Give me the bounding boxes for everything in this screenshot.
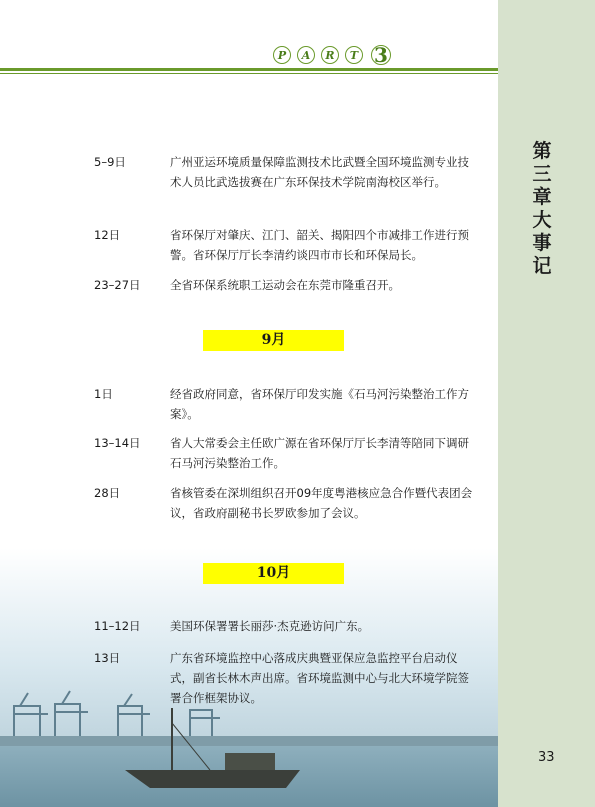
page-number: 33 [538, 750, 555, 765]
part-letter: T [345, 46, 363, 64]
event-text: 广州亚运环境质量保障监测技术比武暨全国环境监测专业技术人员比武选拔赛在广东环保技术学院南海校区举行。 [170, 155, 469, 189]
event-entry [94, 433, 474, 473]
event-date: 5–9日 [94, 155, 126, 169]
event-entry [94, 225, 474, 265]
part-letter: A [297, 46, 315, 64]
event-date: 28日 [94, 486, 121, 500]
event-date: 12日 [94, 228, 121, 242]
event-entry [94, 483, 474, 523]
event-date: 1日 [94, 387, 113, 401]
header-rule [0, 68, 498, 71]
chapter-sidebar [498, 0, 595, 807]
event-text: 经省政府同意，省环保厅印发实施《石马河污染整治工作方案》。 [170, 387, 469, 421]
month-heading: 10月 [203, 563, 344, 584]
event-date: 23–27日 [94, 278, 141, 292]
event-entry [94, 648, 474, 708]
part-badge [273, 45, 391, 65]
part-letter: R [321, 46, 339, 64]
event-entry [94, 384, 474, 424]
event-text: 省环保厅对肇庆、江门、韶关、揭阳四个市减排工作进行预警。省环保厅厅长李清约谈四市市长和环保局长。 [170, 228, 469, 262]
event-entry [94, 152, 474, 192]
event-text: 省核管委在深圳组织召开09年度粤港核应急合作暨代表团会议，省政府副秘书长罗欧参加了会议。 [170, 486, 473, 520]
event-entry [94, 275, 474, 295]
month-heading: 9月 [203, 330, 344, 351]
part-letter: P [273, 46, 291, 64]
event-text: 美国环保署署长丽莎·杰克逊访问广东。 [170, 619, 370, 633]
event-text: 全省环保系统职工运动会在东莞市隆重召开。 [170, 278, 400, 292]
header-rule-thin [0, 73, 498, 74]
event-text: 省人大常委会主任欧广源在省环保厅厅长李清等陪同下调研石马河污染整治工作。 [170, 436, 469, 470]
part-number: 3 [371, 45, 391, 65]
chapter-title: 第三章 大事记 [532, 140, 552, 277]
event-date: 11–12日 [94, 619, 141, 633]
event-entry [94, 616, 474, 636]
event-text: 广东省环境监控中心落成庆典暨亚保应急监控平台启动仪式，副省长林木声出席。省环境监测中心与北大环境学院签署合作框架协议。 [170, 651, 469, 705]
event-date: 13日 [94, 651, 121, 665]
event-date: 13–14日 [94, 436, 141, 450]
